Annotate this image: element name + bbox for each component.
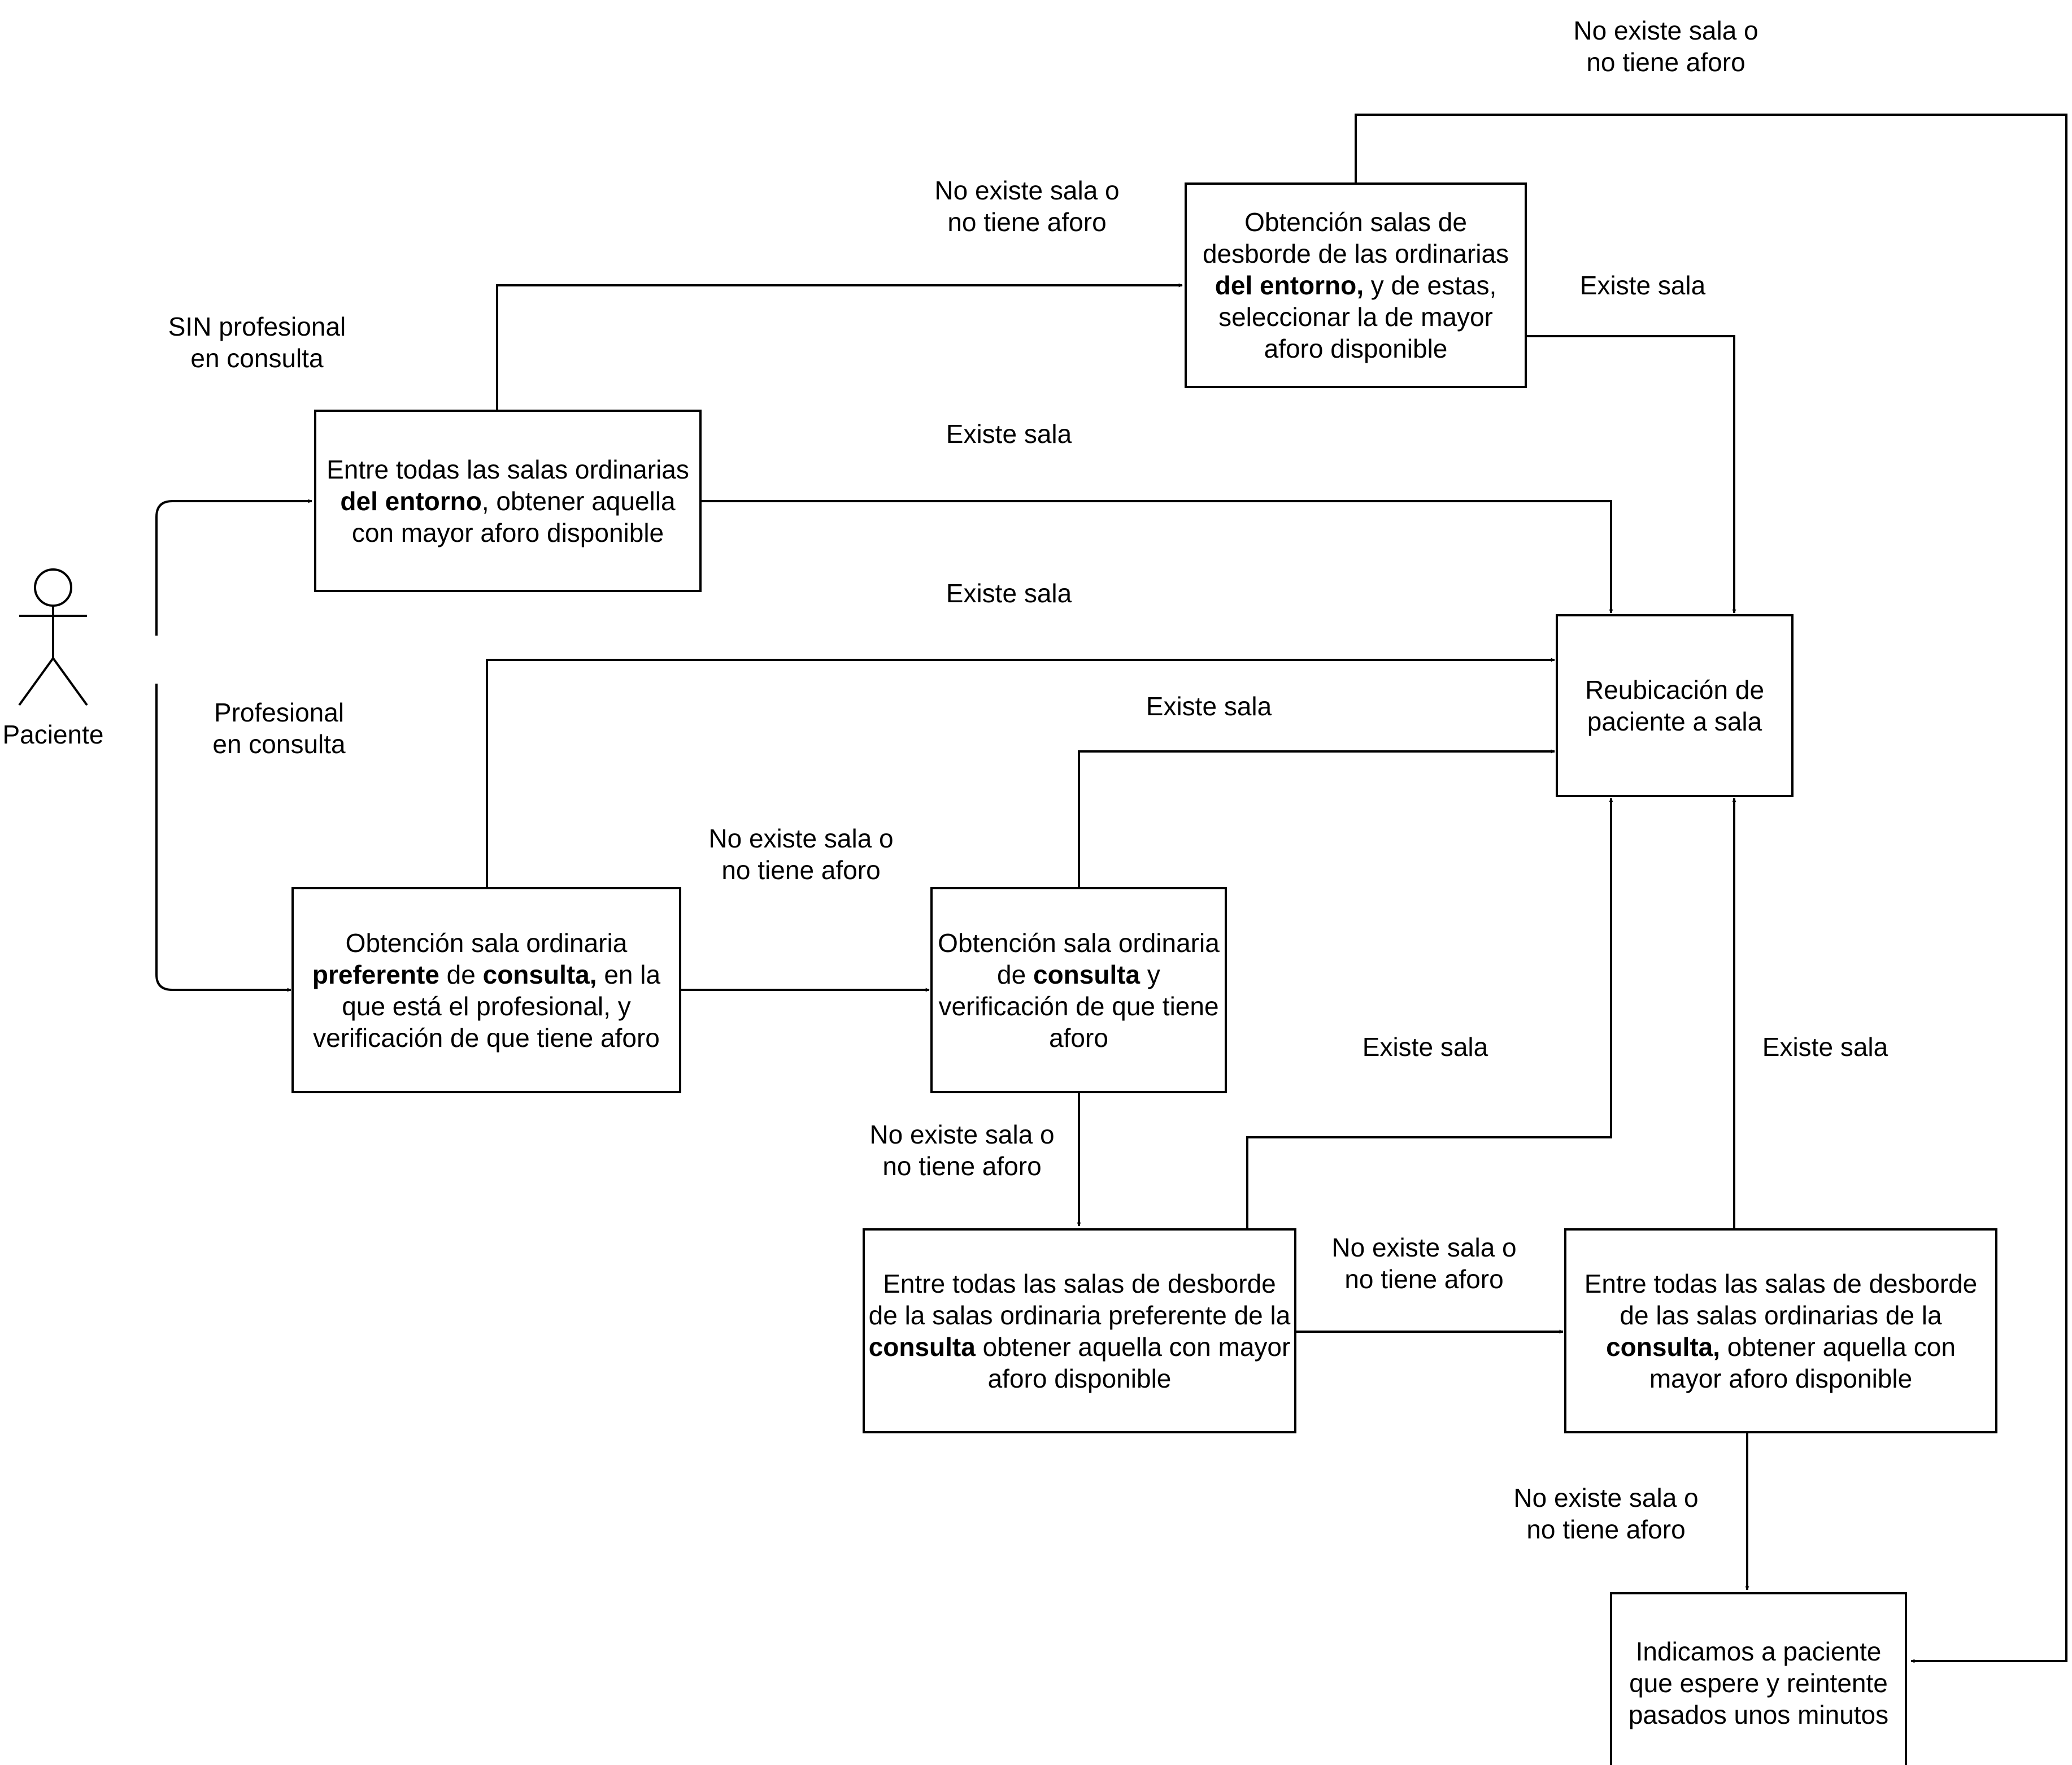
node-text-segment: obtener aquella con mayor aforo disponible — [975, 1332, 1291, 1393]
label-existe-desborde-consulta: Existe sala — [1762, 1032, 1888, 1062]
label-existe-desborde-preferente: Existe sala — [1362, 1032, 1488, 1062]
label-no-existe-desborde-preferente: No existe sala o no tiene aforo — [1331, 1233, 1517, 1294]
node-desborde-preferente — [863, 1228, 1296, 1433]
node-preferente — [291, 887, 681, 1093]
label-existe-desborde-entorno: Existe sala — [1579, 271, 1706, 300]
node-text-bold: consulta — [868, 1332, 976, 1362]
edge-entorno-to-desborde — [497, 285, 1182, 410]
edge-actor-to-entorno — [156, 501, 312, 636]
node-text — [934, 927, 1224, 1054]
node-text-segment: Obtención sala ordinaria de — [938, 928, 1220, 989]
node-text-bold: consulta — [1033, 959, 1141, 989]
node-text — [1570, 1268, 1992, 1394]
node-text-segment: Entre todas las salas de desborde de las salas ordinarias de la — [1584, 1268, 1978, 1330]
node-text — [1575, 674, 1774, 737]
label-existe-ordinaria-consulta: Existe sala — [1146, 692, 1272, 721]
node-text-segment: Entre todas las salas de desborde de la salas ordinaria preferente de la — [868, 1268, 1291, 1330]
edge-entorno-to-reubicacion — [700, 501, 1611, 613]
node-entorno-desborde — [1185, 182, 1527, 388]
label-no-existe-top: No existe sala o no tiene aforo — [1573, 16, 1758, 77]
node-text-segment: obtener aquella con mayor aforo disponible — [1649, 1332, 1956, 1393]
label-no-existe-ordinaria-consulta: No existe sala o no tiene aforo — [869, 1120, 1055, 1181]
node-text-bold: del entorno — [340, 486, 482, 516]
node-text — [320, 454, 696, 549]
label-no-existe-desborde-consulta: No existe sala o no tiene aforo — [1513, 1483, 1699, 1544]
label-no-existe-preferente: No existe sala o no tiene aforo — [708, 824, 894, 885]
node-text-segment: Indicamos a paciente que espere y reintente pasados unos minutos — [1628, 1637, 1889, 1729]
node-espera — [1610, 1592, 1907, 1765]
node-text-bold: consulta, — [1606, 1332, 1721, 1362]
label-existe-entorno: Existe sala — [946, 419, 1072, 449]
edge-ordinaria-consulta-to-reubicacion — [1079, 751, 1555, 887]
node-text — [297, 927, 676, 1054]
label-sin-profesional: SIN profesional en consulta — [168, 312, 346, 373]
node-text-segment: y verificación de que tiene aforo — [938, 959, 1219, 1053]
node-text-segment: Reubicación de paciente a sala — [1585, 675, 1765, 736]
label-profesional: Profesional en consulta — [212, 698, 346, 759]
actor-label: Paciente — [2, 720, 104, 749]
node-text-bold: preferente — [312, 959, 439, 989]
node-text — [1190, 206, 1521, 364]
label-no-existe-entorno: No existe sala o no tiene aforo — [934, 176, 1120, 237]
node-text — [868, 1268, 1291, 1394]
node-text-segment: , obtener aquella con mayor aforo disponible — [351, 486, 676, 547]
actor-icon — [19, 570, 87, 705]
node-text-segment: en la que está el profesional, y verificación de que tiene aforo — [313, 959, 661, 1053]
node-ordinaria-consulta — [930, 887, 1227, 1093]
node-text-bold: del entorno, — [1215, 271, 1364, 300]
node-text-segment: Obtención sala ordinaria — [345, 928, 628, 958]
node-text-segment: Obtención salas de desborde de las ordinarias — [1202, 207, 1509, 268]
node-desborde-consulta — [1564, 1228, 1997, 1433]
node-text-bold: consulta, — [482, 959, 597, 989]
node-text-segment: y de estas, seleccionar la de mayor aforo disponible — [1218, 271, 1497, 363]
edge-preferente-to-reubicacion — [487, 660, 1555, 887]
edge-desborde-preferente-to-reubicacion — [1247, 798, 1611, 1228]
node-text — [1620, 1636, 1897, 1731]
node-entorno-ordinarias — [314, 410, 702, 592]
node-text-segment: de — [439, 959, 483, 989]
node-text-segment: Entre todas las salas ordinarias — [327, 454, 689, 484]
edge-desborde-entorno-to-reubicacion — [1526, 336, 1734, 613]
label-existe-preferente: Existe sala — [946, 579, 1072, 608]
node-reubicacion — [1556, 614, 1794, 797]
